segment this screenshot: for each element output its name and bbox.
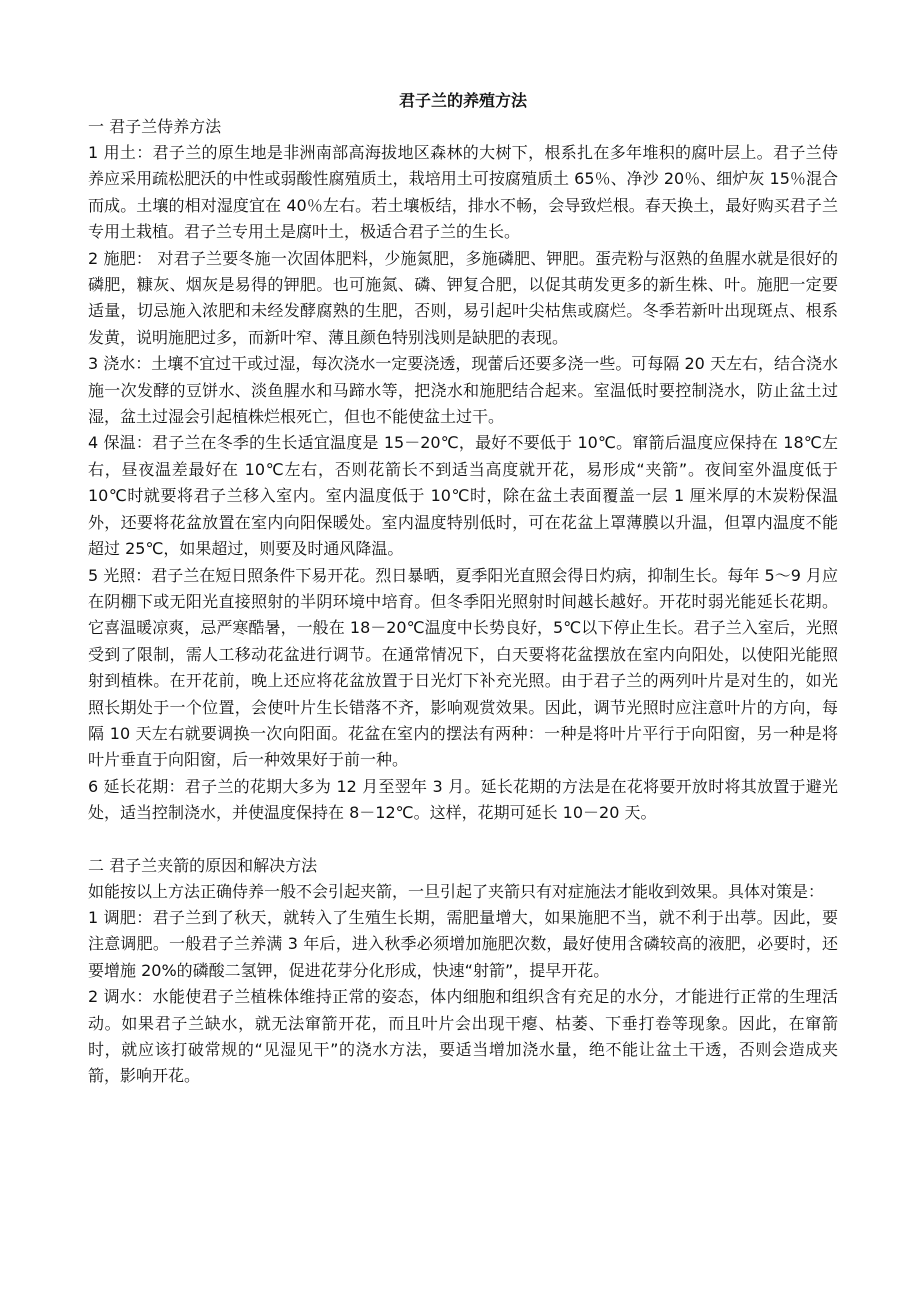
section-spacer [88, 827, 838, 853]
section-heading: 一 君子兰侍养方法 [88, 117, 222, 136]
section-care-methods [88, 114, 838, 827]
paragraph-adjust-water: 2 调水：水能使君子兰植株体维持正常的姿态，体内细胞和组织含有充足的水分，才能进行正常的生理活动。如果君子兰缺水，就无法窜箭开花，而且叶片会出现干瘪、枯萎、下垂打卷等现象。因此，在窜箭时，就应该打破常规的“见湿见干”的浇水方法，要适当增加浇水量，绝不能让盆土干透，否则会造成夹箭，影响开花。 [88, 987, 838, 1086]
paragraph-fertilizing: 2 施肥： 对君子兰要冬施一次固体肥料，少施氮肥，多施磷肥、钾肥。蛋壳粉与沤熟的鱼腥水就是很好的磷肥，糠灰、烟灰是易得的钾肥。也可施氮、磷、钾复合肥，以促其萌发更多的新生株、叶。施肥一定要适量，切忌施入浓肥和未经发酵腐熟的生肥，否则，易引起叶尖枯焦或腐烂。冬季若新叶出现斑点、根系发黄，说明施肥过多，而新叶窄、薄且颜色特别浅则是缺肥的表现。 [88, 248, 838, 347]
section-clamped-arrow [88, 853, 838, 1090]
paragraph-soil: 1 用土：君子兰的原生地是非洲南部高海拔地区森林的大树下，根系扎在多年堆积的腐叶层上。君子兰侍养应采用疏松肥沃的中性或弱酸性腐殖质土，栽培用土可按腐殖质土 65％、净沙 20％、细炉灰 15％混合而成。土壤的相对湿度宜在 40％左右。若土壤板结，排水不畅，会导致烂根。春天换土，最好购买君子兰专用土栽植。君子兰专用土是腐叶土，极适合君子兰的生长。 [88, 143, 838, 242]
document-title: 君子兰的养殖方法 [398, 91, 527, 110]
paragraph-intro: 如能按以上方法正确侍养一般不会引起夹箭，一旦引起了夹箭只有对症施法才能收到效果。具体对策是： [88, 881, 825, 901]
paragraph-flowering-period: 6 延长花期：君子兰的花期大多为 12 月至翌年 3 月。延长花期的方法是在花将要开放时将其放置于避光处，适当控制浇水，并使温度保持在 8－12℃。这样，花期可延长 10－20 天。 [88, 776, 838, 823]
paragraph-adjust-fertilizer: 1 调肥：君子兰到了秋天，就转入了生殖生长期，需肥量增大，如果施肥不当，就不利于出葶。因此，要注意调肥。一般君子兰养满 3 年后，进入秋季必须增加施肥次数，最好使用含磷较高的液肥，必要时，还要增施 20%的磷酸二氢钾，促进花芽分化形成，快速“射箭”，提早开花。 [88, 907, 838, 980]
document-page [88, 88, 838, 1090]
paragraph-watering: 3 浇水：土壤不宜过干或过湿，每次浇水一定要浇透，现蕾后还要多浇一些。可每隔 20 天左右，结合浇水施一次发酵的豆饼水、淡鱼腥水和马蹄水等，把浇水和施肥结合起来。室温低时要控制浇水，防止盆土过湿，盆土过湿会引起植株烂根死亡，但也不能使盆土过干。 [88, 354, 838, 427]
paragraph-light: 5 光照：君子兰在短日照条件下易开花。烈日暴晒，夏季阳光直照会得日灼病，抑制生长。每年 5～9 月应在阴棚下或无阳光直接照射的半阴环境中培育。但冬季阳光照射时间越长越好。开花时弱光能延长花期。它喜温暖凉爽，忌严寒酷暑，一般在 18－20℃温度中长势良好，5℃以下停止生长。君子兰入室后，光照受到了限制，需人工移动花盆进行调节。在通常情况下，白天要将花盆摆放在室内向阳处，以使阳光能照射到植株。在开花前，晚上还应将花盆放置于日光灯下补充光照。由于君子兰的两列叶片是对生的，如光照长期处于一个位置，会使叶片生长错落不齐，影响观赏效果。因此，调节光照时应注意叶片的方向，每隔 10 天左右就要调换一次向阳面。花盆在室内的摆法有两种：一种是将叶片平行于向阳窗，另一种是将叶片垂直于向阳窗，后一种效果好于前一种。 [88, 565, 838, 770]
paragraph-temperature: 4 保温：君子兰在冬季的生长适宜温度是 15－20℃，最好不要低于 10℃。窜箭后温度应保持在 18℃左右，昼夜温差最好在 10℃左右，否则花箭长不到适当高度就开花，易形成“夹箭”。夜间室外温度低于 10℃时就要将君子兰移入室内。室内温度低于 10℃时，除在盆土表面覆盖一层 1 厘米厚的木炭粉保温外，还要将花盆放置在室内向阳保暖处。室内温度特别低时，可在花盆上罩薄膜以升温，但罩内温度不能超过 25℃，如果超过，则要及时通风降温。 [88, 433, 838, 559]
section-heading: 二 君子兰夹箭的原因和解决方法 [88, 855, 318, 875]
